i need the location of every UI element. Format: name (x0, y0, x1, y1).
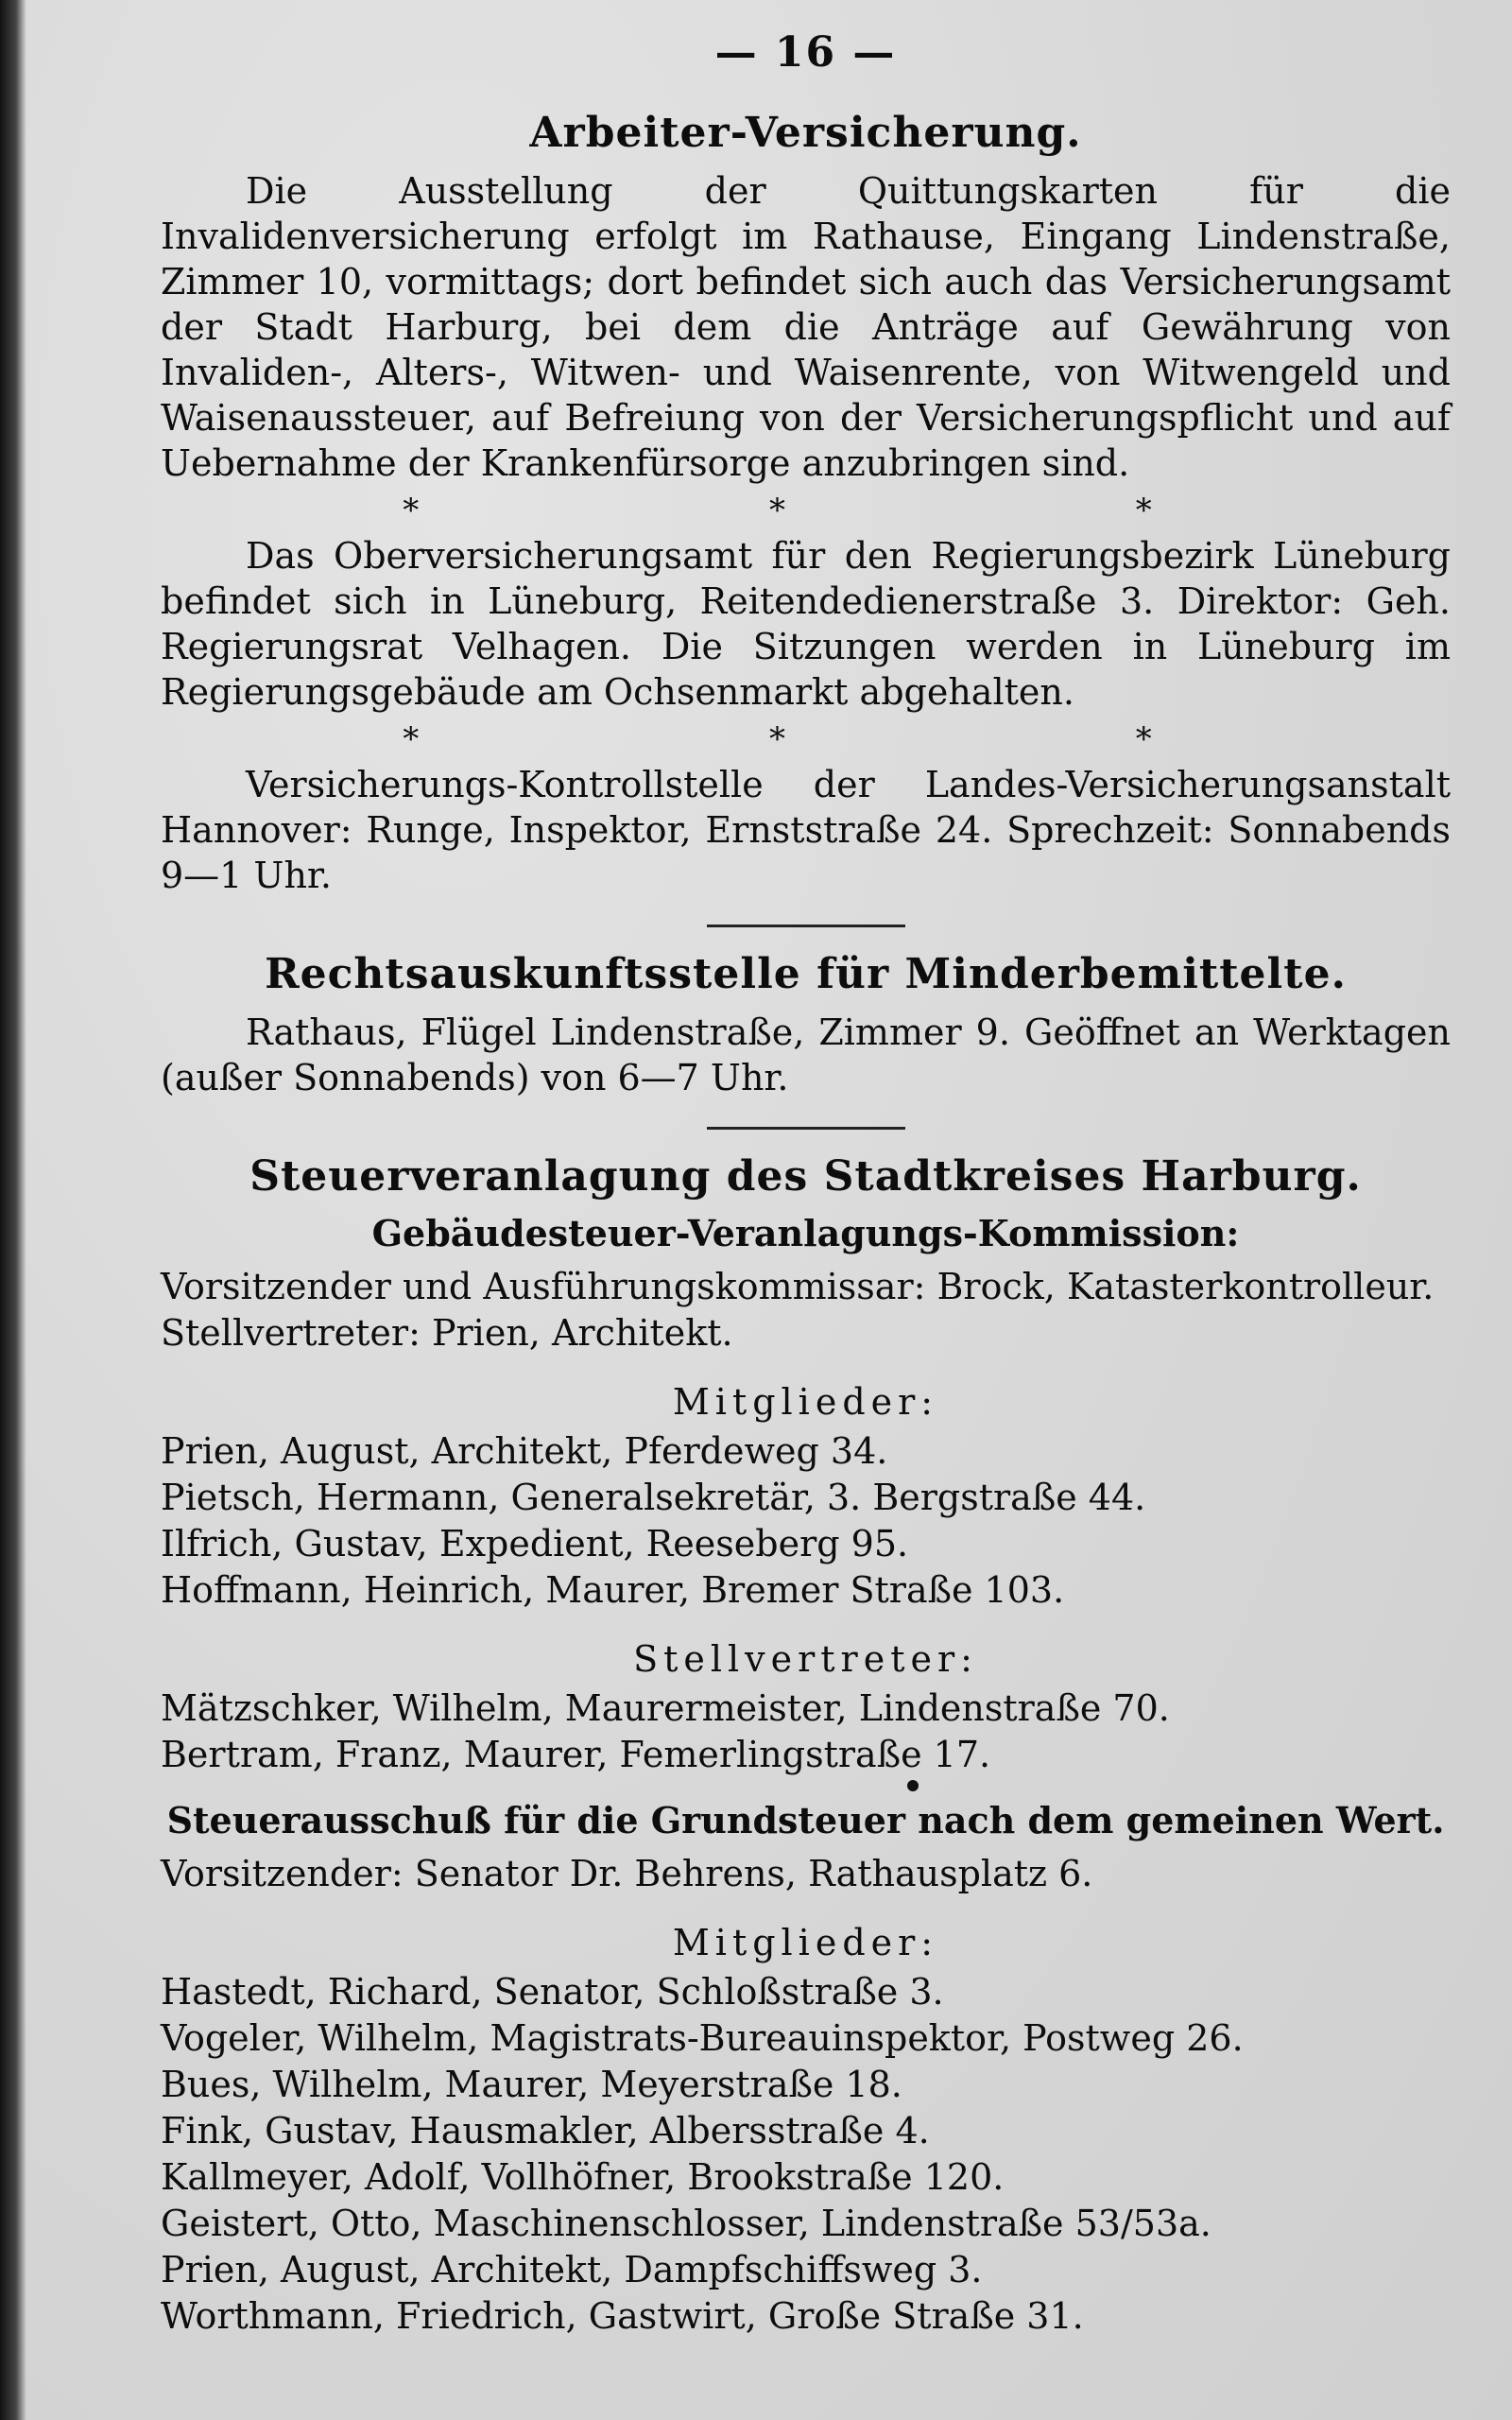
paragraph-rechtsauskunft: Rathaus, Flügel Lindenstraße, Zimmer 9. Geöffnet an Werktagen (außer Sonnabends) von 6—7 Uhr. (161, 1011, 1451, 1098)
members-title: Mitglieder: (672, 1381, 939, 1423)
list-item: Fink, Gustav, Hausmakler, Albersstraße 4. (161, 2110, 930, 2152)
deputies-title: Stellvertreter: (633, 1638, 978, 1680)
list-item: Mätzschker, Wilhelm, Maurermeister, Lindenstraße 70. (161, 1687, 1170, 1729)
subsection-title-gebaeudesteuer: Gebäudesteuer-Veranlagungs-Kommission: (371, 1212, 1240, 1254)
paragraph-invalidenversicherung: Die Ausstellung der Quittungskarten für die Invalidenversicherung erfolgt im Rathause, Eingang Lindenstraße, Zimmer 10, vormittags; dort befindet sich auch das Versicherungsamt der Stadt Harburg, bei dem die Anträge auf Gewährung von Invaliden-, Alters-, Witwen- und Waisenrente, von Witwengeld und Waisenaussteuer, auf Befreiung von der Versicherungspflicht und auf Uebernahme der Krankenfürsorge anzubringen sind. (161, 170, 1451, 484)
list-item: Bertram, Franz, Maurer, Femerlingstraße 17. (161, 1734, 991, 1775)
list-item: Vogeler, Wilhelm, Magistrats-Bureauinspektor, Postweg 26. (161, 2017, 1244, 2059)
text-column (161, 28, 1451, 2340)
section-title-arbeiter: Arbeiter-Versicherung. (529, 109, 1082, 157)
list-item: Prien, August, Architekt, Dampfschiffsweg 3. (161, 2249, 983, 2290)
list-item: Prien, August, Architekt, Pferdeweg 34. (161, 1430, 888, 1472)
chair-line: Vorsitzender: Senator Dr. Behrens, Rathausplatz 6. (161, 1853, 1093, 1894)
list-item: Hoffmann, Heinrich, Maurer, Bremer Straße 103. (161, 1569, 1065, 1611)
deputy-line: Stellvertreter: Prien, Architekt. (161, 1312, 733, 1354)
section-divider (707, 1127, 905, 1130)
list-item: Bues, Wilhelm, Maurer, Meyerstraße 18. (161, 2064, 902, 2105)
list-item: Kallmeyer, Adolf, Vollhöfner, Brookstraße 120. (161, 2156, 1005, 2198)
members-title: Mitglieder: (672, 1922, 939, 1963)
members-list (161, 1969, 1451, 2340)
scan-edge (0, 0, 26, 2420)
members-list (161, 1428, 1451, 1614)
page-number: — 16 — (714, 28, 897, 77)
separator-stars: * * * (403, 720, 1322, 758)
section-divider (707, 925, 905, 927)
section-title-grundsteuer: Steuerausschuß für die Grundsteuer nach dem gemeinen Wert. (166, 1799, 1445, 1841)
paragraph-oberversicherungsamt: Das Oberversicherungsamt für den Regierungsbezirk Lüneburg befindet sich in Lüneburg, Reitendedienerstraße 3. Direktor: Geh. Regierungsrat Velhagen. Die Sitzungen werden in Lüneburg im Regierungsgebäude am Ochsenmarkt abgehalten. (161, 535, 1451, 713)
list-item: Ilfrich, Gustav, Expedient, Reeseberg 95. (161, 1523, 909, 1564)
deputies-list (161, 1685, 1451, 1778)
chair-line: Vorsitzender und Ausführungskommissar: Brock, Katasterkontrolleur. (161, 1266, 1435, 1307)
list-item: Hastedt, Richard, Senator, Schloßstraße 3. (161, 1971, 944, 2013)
section-title-rechtsauskunft: Rechtsauskunftsstelle für Minderbemittelte. (265, 950, 1347, 998)
list-item: Geistert, Otto, Maschinenschlosser, Lindenstraße 53/53a. (161, 2203, 1211, 2244)
ink-dot (907, 1780, 919, 1791)
paragraph-kontrollstelle: Versicherungs-Kontrollstelle der Landes-Versicherungsanstalt Hannover: Runge, Inspektor, Ernststraße 24. Sprechzeit: Sonnabends 9—1 Uhr. (161, 764, 1451, 896)
section-title-steuer: Steuerveranlagung des Stadtkreises Harburg. (249, 1152, 1362, 1201)
list-item: Worthmann, Friedrich, Gastwirt, Große Straße 31. (161, 2295, 1084, 2337)
separator-stars: * * * (403, 492, 1322, 529)
list-item: Pietsch, Hermann, Generalsekretär, 3. Bergstraße 44. (161, 1477, 1146, 1518)
